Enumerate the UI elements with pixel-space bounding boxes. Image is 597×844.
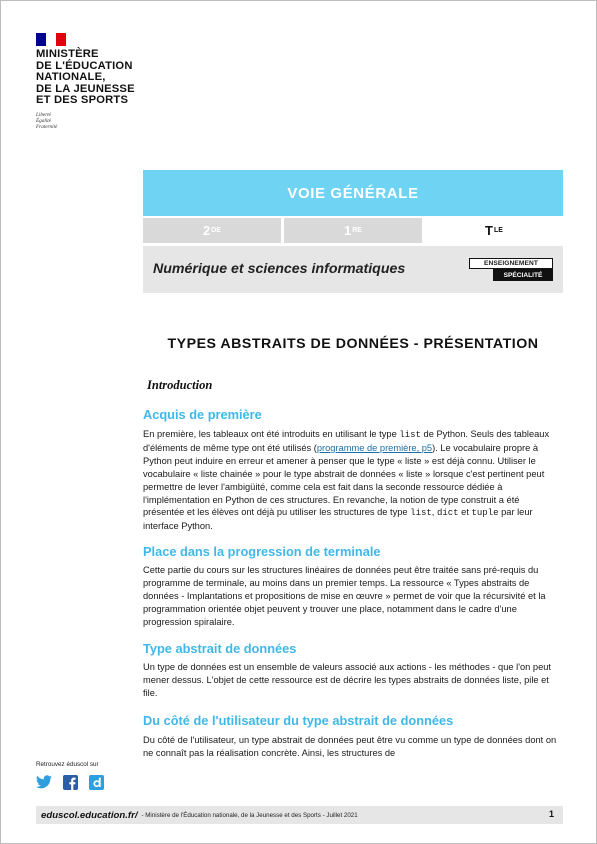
level-seconde — [143, 218, 281, 243]
section-paragraph — [143, 428, 563, 533]
twitter-icon[interactable] — [36, 774, 52, 790]
french-flag-icon — [36, 33, 66, 46]
code-term: list — [399, 430, 421, 440]
subject-banner — [143, 246, 563, 293]
document-title: TYPES ABSTRAITS DE DONNÉES - PRÉSENTATION — [167, 336, 539, 352]
footer-text: - Ministère de l'Éducation nationale, de la Jeunesse et des Sports - Juillet 2021 — [141, 811, 358, 819]
devise-line: Égalité — [36, 117, 51, 124]
intro-heading: Introduction — [147, 378, 213, 392]
text-run: ). Le vocabulaire propre à Python peut induire en erreur et amener à penser que le type « liste » est déjà connu. Utiliser le vocabulaire « liste chainée » pour le type abstrait de données « liste » lorsque c'est pertinent peut permettre de lever l'ambigüité, comme cela est fait dans la seconde ressource dédiée à l'implémentation en Python de ces structures. En revanche, la notion de type construit a été présentée et les élèves ont déjà pu utiliser les structures de type — [143, 442, 545, 518]
level-premiere — [284, 218, 422, 243]
level-sup: DE — [211, 227, 221, 234]
badge-specialite: SPÉCIALITÉ — [493, 269, 553, 281]
level-sup: LE — [494, 227, 503, 234]
section-paragraph: Un type de données est un ensemble de valeurs associé aux actions - les méthodes - que l'on peut mener dessus. L'objet de cette ressource est de décrire les types abstraits de données liste, pile et file. — [143, 662, 551, 698]
level-main: T — [485, 223, 493, 238]
section-paragraph: Cette partie du cours sur les structures linéaires de données peut être traitée sans pré-requis du programme de terminale, au moins dans un premier temps. La ressource « Types abstraits de données - Implantations et propositions de mise en œuvre » permet de voir que la récursivité et la programmation orientée objet peuvent y trouver une place, notamment dans le cadre d'une progression spiralaire. — [143, 565, 546, 627]
text-run: En première, les tableaux ont été introduits en utilisant le type — [143, 429, 400, 439]
section-heading: Du côté de l'utilisateur du type abstrait de données — [143, 713, 454, 728]
level-terminale — [425, 218, 563, 243]
footer-site-link[interactable]: eduscol.education.fr/ — [41, 809, 138, 821]
level-main: 2 — [203, 223, 211, 238]
dailymotion-icon[interactable] — [88, 774, 104, 790]
level-sup: RE — [352, 227, 362, 234]
social-links — [36, 774, 104, 790]
programme-link[interactable]: programme de première, p5 — [316, 442, 433, 453]
ministry-name — [36, 49, 156, 107]
section-heading: Type abstrait de données — [143, 641, 297, 656]
text-run: , — [431, 507, 437, 518]
page-number: 1 — [548, 809, 554, 819]
section-heading: Place dans la progression de terminale — [143, 544, 381, 559]
subject-title: Numérique et sciences informatiques — [153, 261, 406, 277]
level-main: 1 — [344, 223, 352, 238]
text-run: par leur interface Python. — [143, 507, 533, 532]
ministry-line: NATIONALE, — [36, 71, 106, 84]
code-term: tuple — [471, 508, 499, 519]
code-term: list — [410, 508, 432, 519]
devise-line: Liberté — [36, 111, 51, 118]
badge-enseignement: ENSEIGNEMENT — [469, 258, 553, 269]
code-term: dict — [436, 508, 459, 519]
ministry-logo — [36, 33, 156, 130]
ministry-line: ET DES SPORTS — [36, 94, 129, 107]
ministry-line: DE LA JEUNESSE — [36, 82, 135, 95]
text-run: de Python. Seuls des tableaux d'éléments de même type ont été utilisés ( — [143, 429, 550, 453]
section-paragraph: Du côté de l'utilisateur, un type abstrait de données peut être vu comme un type de données dont on ne connaît pas la réalisation concrète. Ainsi, les structures de — [143, 735, 557, 758]
voie-banner — [143, 170, 563, 216]
ministry-line: MINISTÈRE — [36, 48, 99, 60]
social-label: Retrouvez éduscol sur — [36, 761, 99, 768]
voie-label: VOIE GÉNÉRALE — [287, 184, 419, 202]
section-heading: Acquis de première — [143, 407, 262, 422]
footer — [36, 806, 563, 824]
devise — [36, 112, 156, 130]
level-tabs — [143, 218, 563, 243]
devise-line: Fraternité — [36, 123, 58, 130]
ministry-line: DE L'ÉDUCATION — [36, 59, 133, 72]
facebook-icon[interactable] — [62, 774, 78, 790]
text-run: et — [458, 507, 472, 518]
